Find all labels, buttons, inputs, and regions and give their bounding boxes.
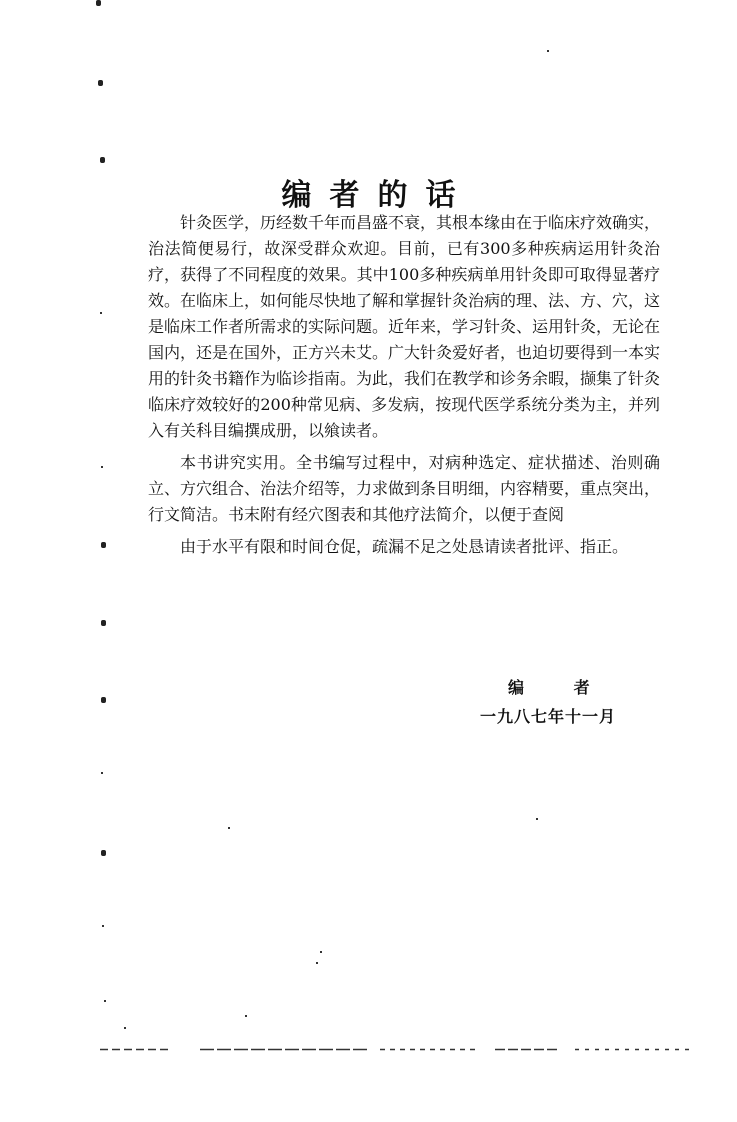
- scan-mark: [100, 157, 105, 163]
- paragraph: 由于水平有限和时间仓促，疏漏不足之处恳请读者批评、指正。: [180, 537, 629, 556]
- scan-mark: [98, 80, 103, 86]
- paragraph: 针灸医学，历经数千年而昌盛不衰，其根本缘由在于临床疗效确实，治法简便易行，故深受群众欢迎。目前，已有300多种疾病运用针灸治疗，获得了不同程度的效果。其中100多种疾病单用针灸即可取得显著疗效。在临床上，如何能尽快地了解和掌握针灸治病的理、法、方、穴，这是临床工作者所需求的实际问题。近年来，学习针灸、运用针灸，无论在国内，还是在国外，正方兴未艾。广大针灸爱好者，也迫切要得到一本实用的针灸书籍作为临诊指南。为此，我们在教学和诊务余暇，撷集了针灸临床疗效较好的200种常见病、多发病，按现代医学系统分类为主，并列入有关科目编撰成册，以飨读者。: [148, 213, 661, 440]
- scan-mark: [320, 951, 322, 953]
- bottom-rule: [100, 1048, 690, 1051]
- scan-mark: [101, 850, 106, 856]
- scan-mark: [101, 772, 103, 774]
- scan-mark: [245, 1015, 247, 1017]
- scan-mark: [316, 962, 318, 964]
- scan-mark: [547, 50, 549, 52]
- page-title: 编者的话: [281, 178, 474, 214]
- scan-mark: [101, 542, 106, 548]
- preface-body: [148, 210, 660, 560]
- scan-mark: [96, 0, 101, 6]
- scan-mark: [100, 312, 102, 314]
- scan-mark: [101, 620, 106, 626]
- signature: 编 者: [508, 678, 612, 697]
- paragraph: 本书讲究实用。全书编写过程中，对病种选定、症状描述、治则确立、方穴组合、治法介绍等，力求做到条目明细，内容精要，重点突出，行文简洁。书末附有经穴图表和其他疗法简介，以便于查阅: [148, 453, 661, 524]
- scan-mark: [101, 697, 106, 703]
- date: 一九八七年十一月: [480, 707, 617, 726]
- scan-mark: [536, 818, 538, 820]
- scan-mark: [102, 925, 104, 927]
- scan-mark: [228, 827, 230, 829]
- scan-mark: [104, 1000, 106, 1002]
- scan-mark: [101, 466, 103, 468]
- scan-mark: [124, 1027, 126, 1029]
